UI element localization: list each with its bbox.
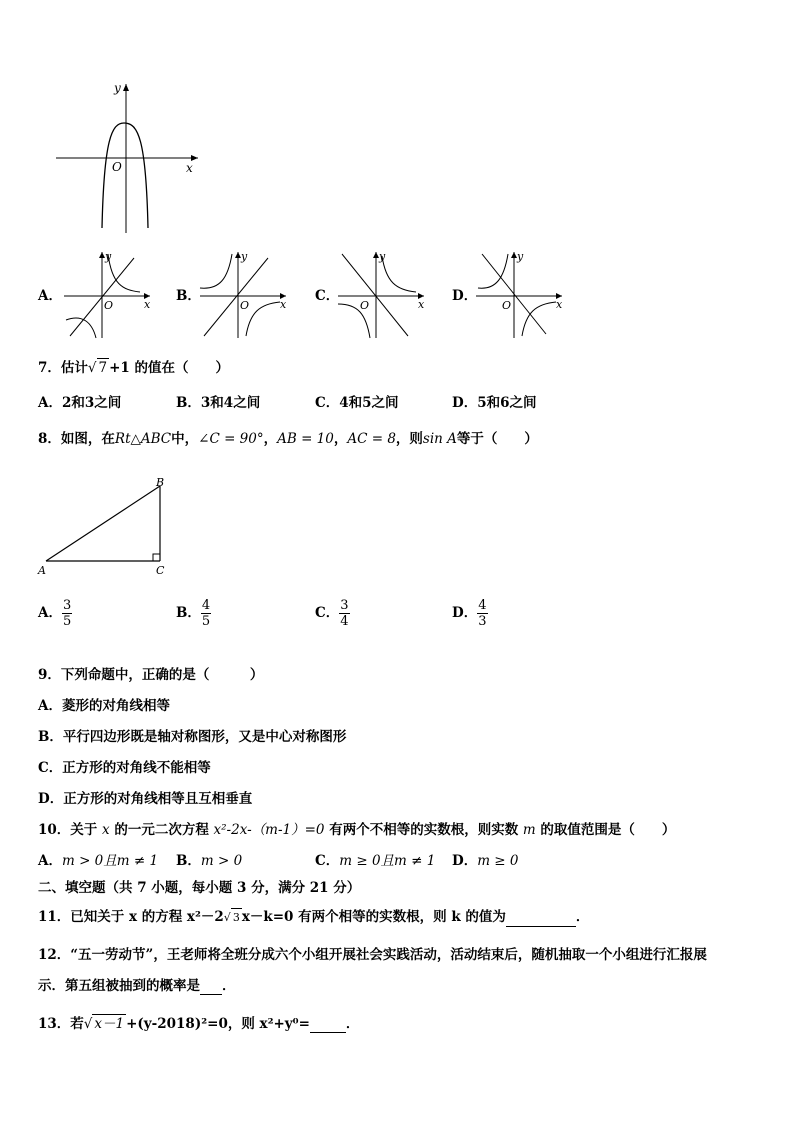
option-d-label[interactable]: D．: [452, 288, 478, 304]
q7-option-a[interactable]: A．2和3之间: [38, 395, 122, 411]
question-9-stem: 9．下列命题中，正确的是（ ）: [38, 667, 264, 683]
q8-option-d[interactable]: D． $\frac{4}{3}$: [452, 598, 487, 629]
origin-label: O: [112, 160, 122, 174]
q8-option-c[interactable]: C． $\frac{3}{4}$: [315, 598, 349, 629]
option-c-label[interactable]: C．: [315, 288, 340, 304]
q7-option-c[interactable]: C．4和5之间: [315, 395, 399, 411]
q7-option-b[interactable]: B．3和4之间: [176, 395, 261, 411]
question-12-line-2: 示．第五组被抽到的概率是 ．: [38, 978, 236, 994]
option-c-origin-label: O: [360, 299, 370, 312]
q10-option-c[interactable]: C．m ≥ 0且m ≠ 1: [315, 853, 436, 869]
q7-radicand: 7: [98, 360, 108, 376]
option-d-x-label: x: [556, 298, 563, 311]
vertex-b-label: B: [156, 478, 165, 489]
option-a-origin-label: O: [104, 299, 114, 312]
q9-option-c[interactable]: C．正方形的对角线不能相等: [38, 760, 211, 776]
option-b-x-label: x: [280, 298, 287, 311]
vertex-a-label: A: [38, 564, 46, 577]
option-d-origin-label: O: [502, 299, 512, 312]
x-axis-label: x: [186, 161, 193, 175]
q11-answer-blank[interactable]: [506, 912, 576, 927]
option-a-x-label: x: [144, 298, 151, 311]
vertex-c-label: C: [156, 564, 165, 577]
option-b-label[interactable]: B．: [176, 288, 201, 304]
option-a-label[interactable]: A．: [38, 288, 62, 304]
q9-option-a[interactable]: A．菱形的对角线相等: [38, 698, 170, 714]
q10-option-b[interactable]: B．m > 0: [176, 853, 243, 869]
option-b-y-label: y: [241, 250, 248, 263]
q11-radicand: 3: [231, 908, 242, 927]
option-c-x-label: x: [418, 298, 425, 311]
q9-option-b[interactable]: B．平行四边形既是轴对称图形，又是中心对称图形: [38, 729, 347, 745]
option-b-origin-label: O: [240, 299, 250, 312]
option-d-y-label: y: [517, 250, 524, 263]
main-parabola-graph: [52, 78, 202, 238]
question-7-stem: 7．估计√ 7 +1 的值在（ ）: [38, 360, 230, 376]
q8-option-a[interactable]: A． $\frac{3}{5}$: [38, 598, 72, 629]
triangle-figure: [36, 478, 176, 578]
q12-answer-blank[interactable]: [200, 980, 222, 995]
q13-answer-blank[interactable]: [310, 1018, 346, 1033]
question-8-stem: 8．如图，在Rt△ABC中，∠C = 90°，AB = 10，AC = 8，则sin A等于（ ）: [38, 431, 538, 447]
y-axis-label: y: [114, 81, 121, 95]
q13-radicand: x－1: [94, 1016, 125, 1032]
option-c-graph: [336, 248, 428, 340]
q10-option-d[interactable]: D．m ≥ 0: [452, 853, 519, 869]
q7-option-d[interactable]: D．5和6之间: [452, 395, 537, 411]
question-12-line-1: 12．“五一劳动节”，王老师将全班分成六个小组开展社会实践活动，活动结束后，随机抽取一个小组进行汇报展: [38, 947, 707, 963]
question-10-stem: 10．关于 x 的一元二次方程 x²-2x-（m-1）=0 有两个不相等的实数根，则实数 m 的取值范围是（ ）: [38, 822, 676, 838]
section-2-heading: 二、填空题（共 7 小题，每小题 3 分，满分 21 分）: [38, 880, 361, 896]
option-d-graph: [474, 248, 566, 340]
option-a-graph: [62, 248, 154, 340]
q9-option-d[interactable]: D．正方形的对角线相等且互相垂直: [38, 791, 253, 807]
option-c-y-label: y: [379, 250, 386, 263]
option-a-y-label: y: [105, 250, 112, 263]
q10-option-a[interactable]: A．m > 0且m ≠ 1: [38, 853, 159, 869]
option-b-graph: [198, 248, 290, 340]
question-11-stem: 11．已知关于 x 的方程 x²－2√ 3 x－k=0 有两个相等的实数根，则 k 的值为 ．: [38, 909, 590, 925]
question-13-stem: 13．若√ x－1 +(y-2018)²=0，则 x²+y⁰= ．: [38, 1016, 360, 1032]
q8-option-b[interactable]: B． $\frac{4}{5}$: [176, 598, 211, 629]
